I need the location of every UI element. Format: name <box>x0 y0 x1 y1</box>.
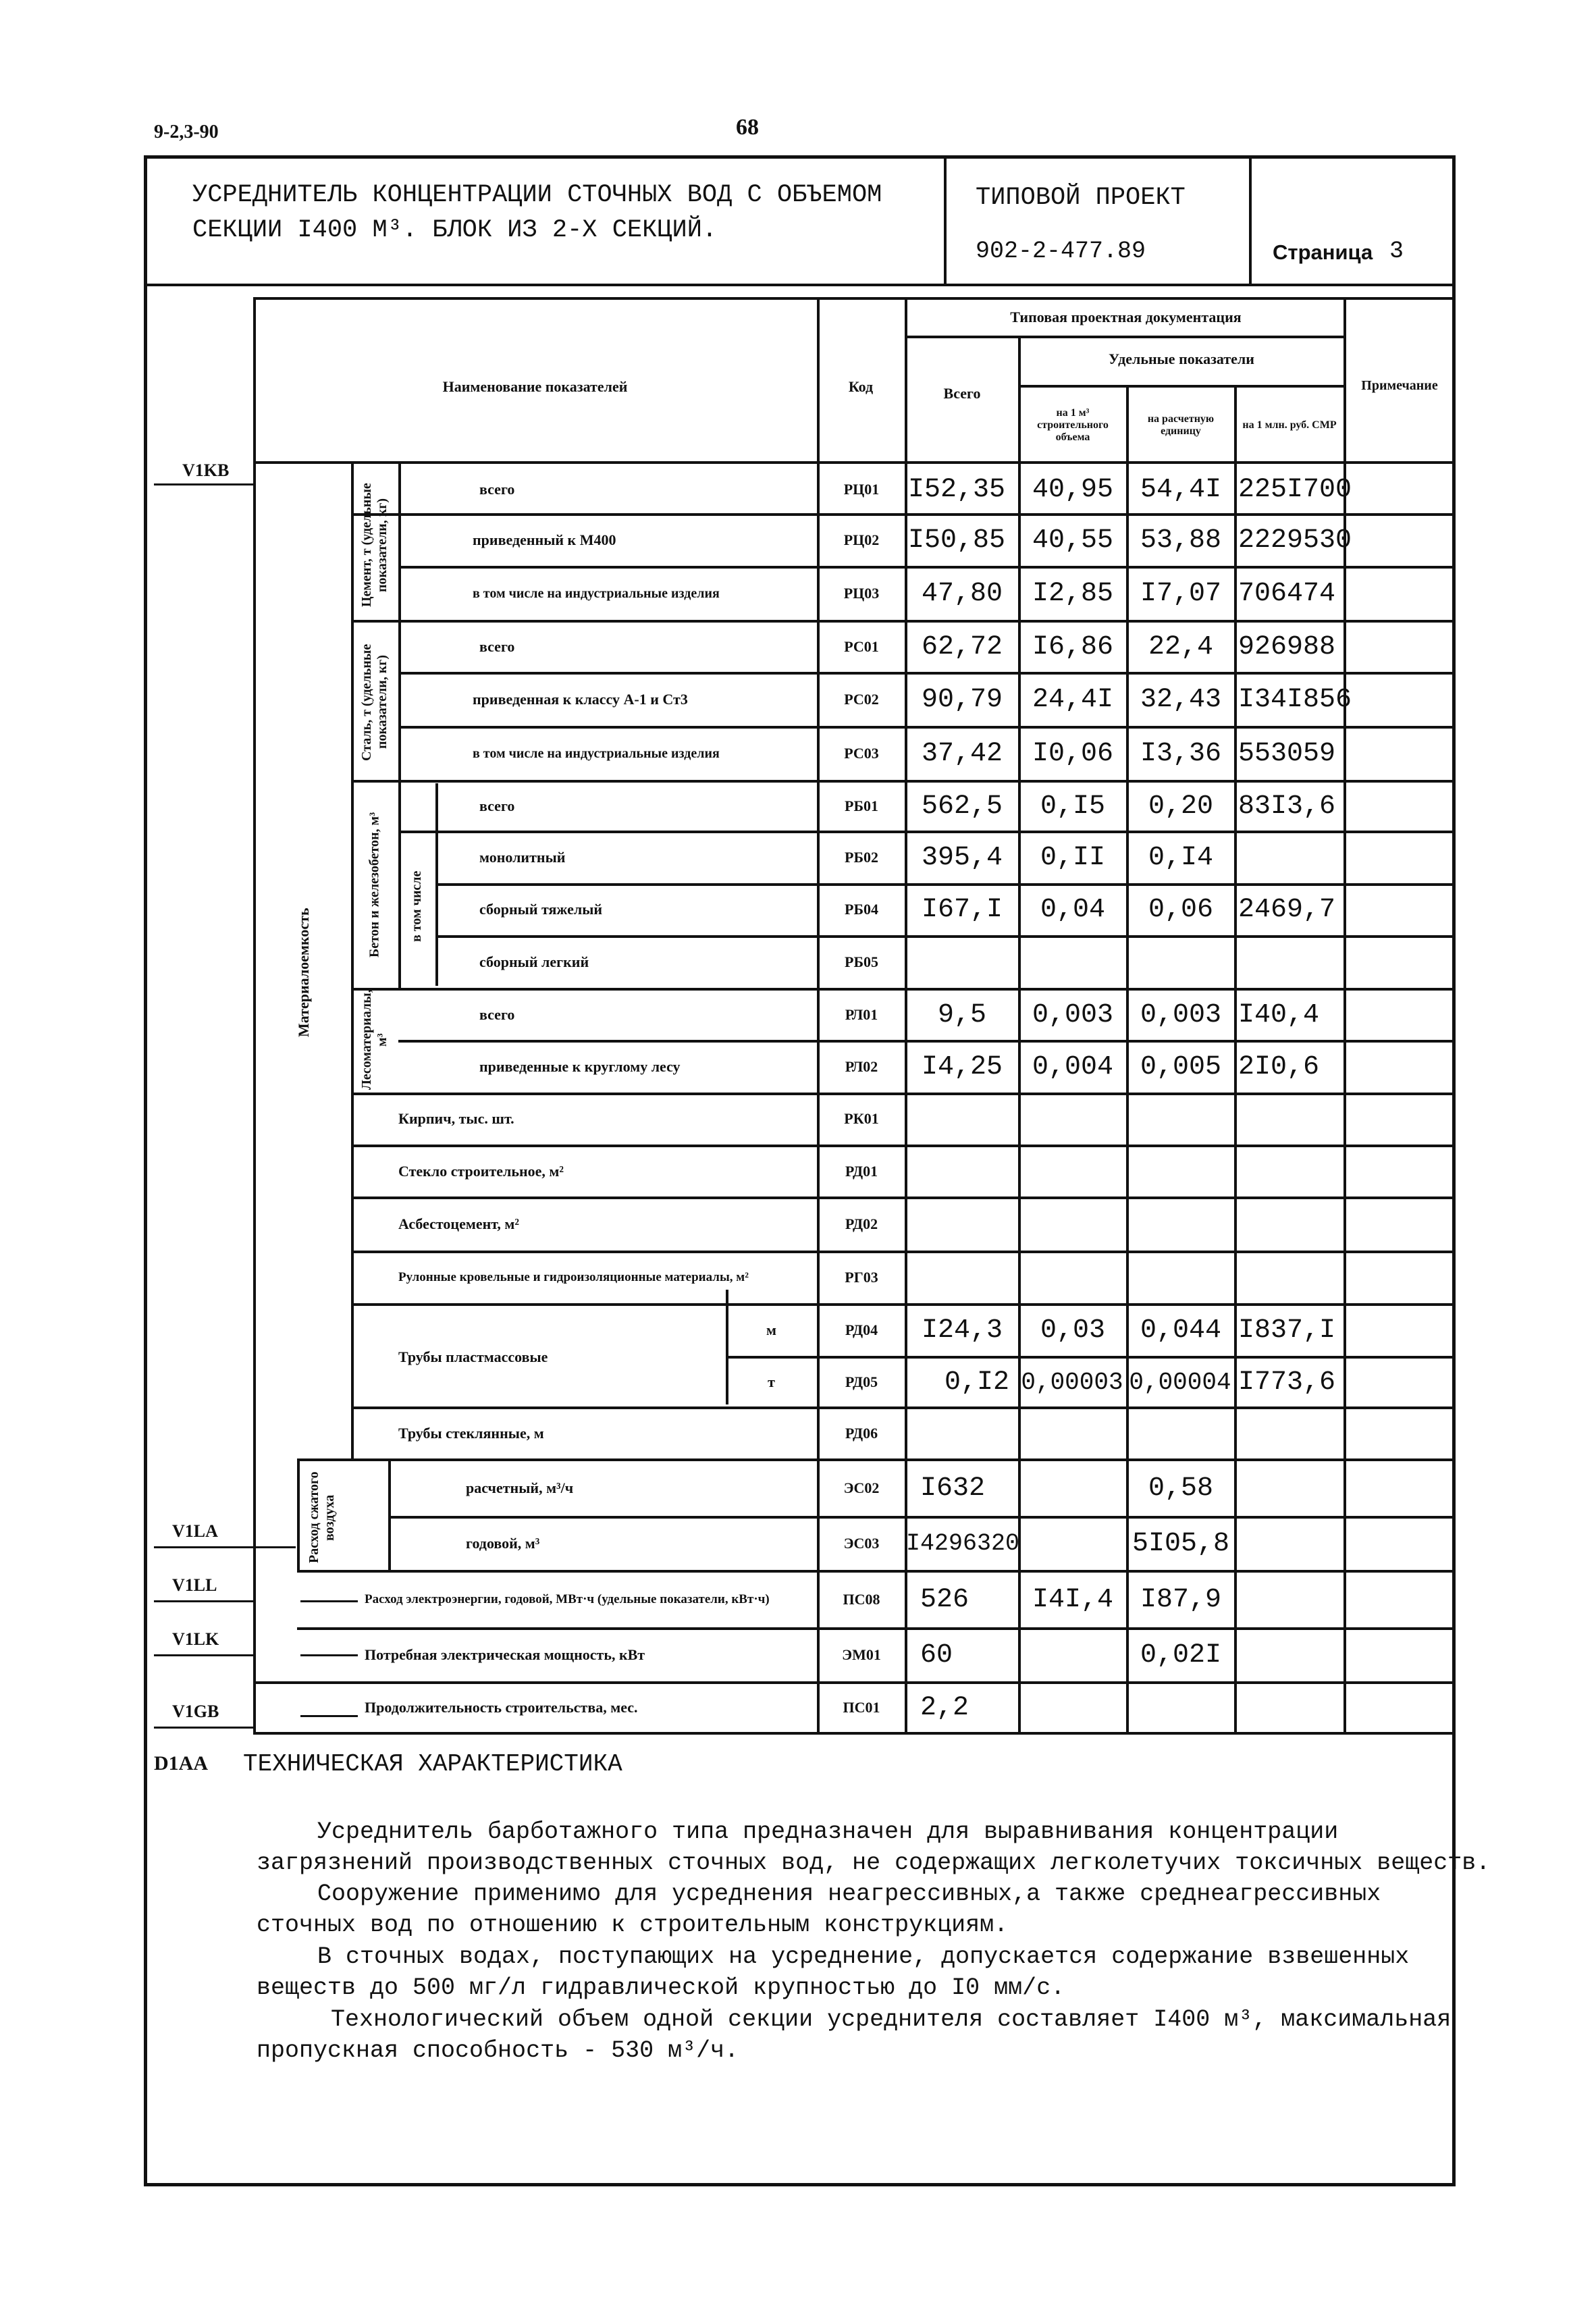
paragraph-line: Технологический объем одной секции усреднителя составляет I400 м³, максимальная <box>331 2006 1452 2033</box>
row-total: 395,4 <box>921 842 1003 873</box>
paragraph-line: Сооружение применимо для усреднения неагрессивных,а также среднеагрессивных <box>317 1881 1381 1908</box>
group-border-left <box>351 461 354 1461</box>
row-name: сборный легкий <box>479 953 589 970</box>
row-per-m3: 0,II <box>1040 842 1105 873</box>
row-total: I52,35 <box>908 474 1006 505</box>
group-border-mid <box>398 461 401 988</box>
marker-gb-line <box>154 1727 255 1729</box>
row-name: в том числе на индустриальные изделия <box>473 585 720 601</box>
row-name: годовой, м³ <box>466 1535 540 1552</box>
header-per-mln: на 1 млн. руб. СМР <box>1242 419 1337 431</box>
row-per-m3 <box>1021 1519 1125 1568</box>
row-per-m3: I4I,4 <box>1032 1584 1114 1615</box>
doc-title-line2: СЕКЦИИ I400 М³. БЛОК ИЗ 2-Х СЕКЦИЙ. <box>192 216 718 244</box>
marker-la-line <box>154 1546 255 1548</box>
row-per-unit: 0,06 <box>1148 894 1213 925</box>
marker-ll: V1LL <box>172 1575 217 1595</box>
row-code: РС01 <box>844 638 879 655</box>
row-name: Продолжительность строительства, мес. <box>365 1699 638 1716</box>
row-per-mln <box>1238 1462 1344 1515</box>
row-per-mln: 926988 <box>1238 631 1336 662</box>
row-total: 9,5 <box>937 999 986 1030</box>
row-name: м <box>766 1321 776 1338</box>
row-per-m3: 0,004 <box>1032 1051 1114 1082</box>
row-total <box>908 1095 1016 1142</box>
row-per-unit <box>1129 1410 1233 1457</box>
paragraph-line: пропускная способность - 530 м³/ч. <box>257 2037 739 2064</box>
row-name: приведенная к классу А-1 и Ст3 <box>473 691 688 708</box>
paragraph-line: сточных вод по отношению к строительным конструкциям. <box>257 1912 1009 1939</box>
row-name: Расход электроэнергии, годовой, МВт·ч (удельные показатели, кВт·ч) <box>365 1592 770 1606</box>
row-line <box>351 988 1455 991</box>
row-per-mln: I837,I <box>1238 1315 1336 1346</box>
group-concrete: Бетон и железобетон, м³ <box>367 812 382 957</box>
row-per-m3: 0,I5 <box>1040 791 1105 822</box>
row-per-unit: I7,07 <box>1140 578 1222 609</box>
title-block-divider <box>144 284 1456 286</box>
section-title: ТЕХНИЧЕСКАЯ ХАРАКТЕРИСТИКА <box>243 1750 622 1778</box>
row-per-unit: 0,02I <box>1140 1639 1222 1671</box>
row-total: I4,25 <box>921 1051 1003 1082</box>
row-code: РД04 <box>845 1321 878 1338</box>
row-line <box>398 566 1455 569</box>
row-code: РБ01 <box>845 797 878 814</box>
air-border-left <box>297 1458 300 1570</box>
row-per-mln <box>1238 1410 1344 1457</box>
row-line <box>297 1458 1455 1461</box>
row-line <box>435 935 1455 938</box>
row-per-mln <box>1238 939 1344 986</box>
project-number: 902-2-477.89 <box>976 238 1146 265</box>
row-name: Рулонные кровельные и гидроизоляционные материалы, м² <box>398 1270 749 1284</box>
row-per-mln <box>1238 1148 1344 1195</box>
table-bottom-border <box>253 1732 1455 1735</box>
row-per-unit: 0,58 <box>1148 1473 1213 1504</box>
air-border-right <box>388 1458 391 1570</box>
row-per-m3: I2,85 <box>1032 578 1114 609</box>
row-code: РС02 <box>844 691 879 708</box>
marker-ll-line <box>154 1600 255 1602</box>
row-per-mln: 706474 <box>1238 578 1336 609</box>
row-total: I50,85 <box>908 525 1006 556</box>
typical-docs-divider <box>905 336 1344 338</box>
row-per-mln: I773,6 <box>1238 1367 1336 1398</box>
row-per-m3: 0,003 <box>1032 999 1114 1030</box>
page-label: Страница <box>1273 240 1373 264</box>
header-name: Наименование показателей <box>442 378 628 395</box>
row-line <box>398 726 1455 729</box>
row-total <box>908 939 1016 986</box>
row-line <box>351 1145 1455 1147</box>
row-name: всего <box>479 481 515 498</box>
group-timber: Лесоматериалы, м³ <box>359 989 390 1090</box>
row-per-unit <box>1129 1254 1233 1301</box>
row-per-mln: 2469,7 <box>1238 894 1336 925</box>
header-note: Примечание <box>1361 378 1438 393</box>
row-per-m3 <box>1021 1200 1125 1248</box>
series-code: 9-2,3-90 <box>154 122 219 142</box>
marker-ll-arrow <box>300 1600 358 1602</box>
row-name: всего <box>479 638 515 655</box>
row-code: РД05 <box>845 1373 878 1390</box>
row-total: 47,80 <box>921 578 1003 609</box>
row-per-m3 <box>1021 1410 1125 1457</box>
row-code: РД02 <box>845 1215 878 1232</box>
row-line <box>297 1627 1455 1630</box>
row-per-m3: I0,06 <box>1032 738 1114 769</box>
row-total <box>908 1200 1016 1248</box>
title-block-vline-2 <box>1249 155 1252 284</box>
row-per-unit: 0,044 <box>1140 1315 1222 1346</box>
row-total: I67,I <box>921 894 1003 925</box>
paragraph-line: загрязнений производственных сточных вод, не содержащих легколетучих токсичных веществ. <box>257 1849 1491 1876</box>
row-total: 62,72 <box>921 631 1003 662</box>
row-per-unit <box>1129 1685 1233 1731</box>
row-code: РК01 <box>844 1110 879 1127</box>
row-code: РЛ01 <box>845 1006 878 1023</box>
header-code: Код <box>848 378 874 395</box>
row-per-m3 <box>1021 1462 1125 1515</box>
row-per-mln: I34I856 <box>1238 684 1352 715</box>
row-total: I632 <box>920 1473 986 1504</box>
header-typical-docs: Типовая проектная документация <box>1010 309 1242 325</box>
header-per-unit: на расчетную единицу <box>1147 413 1215 437</box>
row-line <box>351 1197 1455 1199</box>
row-per-unit: 0,003 <box>1140 999 1222 1030</box>
row-name: Кирпич, тыс. шт. <box>398 1110 514 1127</box>
row-line <box>253 1681 1455 1684</box>
row-per-m3 <box>1021 1095 1125 1142</box>
row-name: всего <box>479 797 515 814</box>
marker-gb-arrow <box>300 1715 358 1717</box>
row-total <box>908 1410 1016 1457</box>
marker-la-arrow <box>255 1546 296 1548</box>
row-code: РЦ03 <box>843 585 880 602</box>
paragraph-line: веществ до 500 мг/л гидравлической крупностью до I0 мм/с. <box>257 1974 1065 2001</box>
row-total: I24,3 <box>921 1315 1003 1346</box>
row-code: РГ03 <box>845 1269 878 1286</box>
row-code: РД06 <box>845 1425 878 1442</box>
group-materials: Материалоемкость <box>295 908 312 1037</box>
row-per-m3 <box>1021 1254 1125 1301</box>
row-per-m3 <box>1021 1148 1125 1195</box>
row-per-unit <box>1129 1200 1233 1248</box>
row-per-mln: I40,4 <box>1238 999 1320 1030</box>
row-code: РБ05 <box>845 953 878 970</box>
row-per-mln <box>1238 1254 1344 1301</box>
row-per-mln: 553059 <box>1238 738 1336 769</box>
row-per-mln: 83I3,6 <box>1238 791 1336 822</box>
row-per-unit <box>1129 939 1233 986</box>
row-per-m3: 0,00003 <box>1021 1368 1123 1396</box>
pipes-plastic-label: Трубы пластмассовые <box>398 1348 548 1365</box>
row-line <box>351 1251 1455 1253</box>
row-per-m3 <box>1021 939 1125 986</box>
row-per-m3 <box>1021 1685 1125 1731</box>
row-total: 0,I2 <box>944 1367 1009 1398</box>
title-block-vline-1 <box>944 155 947 284</box>
marker-lk-arrow <box>300 1654 358 1656</box>
row-name: всего <box>479 1006 515 1023</box>
row-per-unit: 0,I4 <box>1148 842 1213 873</box>
table-left-border <box>253 297 256 1732</box>
row-total: 562,5 <box>921 791 1003 822</box>
row-per-unit: 54,4I <box>1140 474 1222 505</box>
row-per-unit: 32,43 <box>1140 684 1222 715</box>
paragraph-line: В сточных водах, поступающих на усреднение, допускается содержание взвешенных <box>317 1943 1410 1970</box>
row-total: 2,2 <box>920 1692 969 1723</box>
row-total <box>908 1254 1016 1301</box>
row-line <box>351 1303 1455 1306</box>
page-value: 3 <box>1389 238 1404 265</box>
row-line <box>388 1516 1455 1519</box>
header-per-m3: на 1 м³ строительного объема <box>1037 407 1109 443</box>
page-number: 68 <box>736 115 759 140</box>
row-code: ЭС02 <box>843 1479 880 1496</box>
row-per-mln <box>1238 1519 1344 1568</box>
row-code: ЭС03 <box>843 1535 880 1552</box>
row-per-m3: 40,95 <box>1032 474 1114 505</box>
row-per-mln: 2I0,6 <box>1238 1051 1320 1082</box>
row-line <box>351 1406 1455 1409</box>
row-per-mln <box>1238 834 1344 881</box>
group-air: Расход сжатого воздуха <box>307 1471 337 1564</box>
row-code: РД01 <box>845 1163 878 1180</box>
unit-col-right <box>1234 385 1237 1732</box>
row-name: Потребная электрическая мощность, кВт <box>365 1646 645 1663</box>
specific-divider <box>1018 385 1344 388</box>
row-total: 37,42 <box>921 738 1003 769</box>
row-per-unit: I3,36 <box>1140 738 1222 769</box>
row-name: сборный тяжелый <box>479 901 603 918</box>
row-per-unit <box>1129 1095 1233 1142</box>
row-line <box>398 672 1455 675</box>
row-code: РЦ02 <box>843 531 880 548</box>
row-code: РЛ02 <box>845 1058 878 1075</box>
table-top-border <box>253 297 1455 300</box>
header-bottom-border <box>253 461 1455 464</box>
row-total: 526 <box>920 1584 969 1615</box>
row-per-unit: 5I05,8 <box>1132 1528 1230 1559</box>
row-name: приведенные к круглому лесу <box>479 1058 681 1075</box>
row-name: Стекло строительное, м² <box>398 1163 564 1180</box>
row-per-m3: 40,55 <box>1032 525 1114 556</box>
row-name: Трубы стеклянные, м <box>398 1425 544 1442</box>
row-per-unit: 53,88 <box>1140 525 1222 556</box>
row-total: 60 <box>920 1639 953 1671</box>
row-per-m3: 0,04 <box>1040 894 1105 925</box>
row-total: 90,79 <box>921 684 1003 715</box>
header-specific: Удельные показатели <box>1109 350 1254 367</box>
row-name: Асбестоцемент, м² <box>398 1215 519 1232</box>
row-per-mln: 225I700 <box>1238 474 1352 505</box>
group-cement: Цемент, т (удельные показатели, кг) <box>359 483 390 608</box>
row-per-unit: I87,9 <box>1140 1584 1222 1615</box>
row-name: приведенный к М400 <box>473 531 616 548</box>
paragraph-line: Усреднитель барботажного типа предназначен для выравнивания концентрации <box>317 1818 1339 1845</box>
header-total: Всего <box>943 385 981 402</box>
marker-lk: V1LK <box>172 1629 219 1649</box>
row-per-m3: 0,03 <box>1040 1315 1105 1346</box>
row-per-m3 <box>1021 1631 1125 1679</box>
row-total: I4296320 <box>906 1530 1020 1557</box>
marker-kb: V1KB <box>182 461 230 480</box>
doc-title-line1: УСРЕДНИТЕЛЬ КОНЦЕНТРАЦИИ СТОЧНЫХ ВОД С ОБЪЕМОМ <box>192 181 882 209</box>
marker-aa: D1AA <box>154 1752 208 1774</box>
row-code: ПС08 <box>843 1591 880 1608</box>
row-line <box>398 831 1455 833</box>
row-per-unit: 0,20 <box>1148 791 1213 822</box>
row-name: т <box>768 1373 775 1390</box>
marker-kb-line <box>154 483 255 485</box>
row-name: в том числе на индустриальные изделия <box>473 745 720 761</box>
row-per-mln <box>1238 1095 1344 1142</box>
row-code: РБ04 <box>845 901 878 918</box>
row-line <box>351 780 1455 783</box>
row-per-mln <box>1238 1573 1344 1626</box>
marker-lk-line <box>154 1654 255 1656</box>
row-per-unit: 22,4 <box>1148 631 1213 662</box>
project-label: ТИПОВОЙ ПРОЕКТ <box>976 184 1186 212</box>
row-per-mln: 2229530 <box>1238 525 1352 556</box>
group-incl: в том числе <box>409 870 424 943</box>
row-code: РС03 <box>844 745 879 762</box>
row-per-unit: 0,00004 <box>1129 1368 1231 1396</box>
row-per-m3: I6,86 <box>1032 631 1114 662</box>
row-per-unit: 0,005 <box>1140 1051 1222 1082</box>
row-per-mln <box>1238 1200 1344 1248</box>
row-per-mln <box>1238 1631 1344 1679</box>
row-code: ПС01 <box>843 1699 880 1716</box>
row-line <box>398 1040 1455 1043</box>
row-total <box>908 1148 1016 1195</box>
row-code: ЭМ01 <box>842 1646 881 1663</box>
group-steel: Сталь, т (удельные показатели, кг) <box>359 643 390 761</box>
row-name: расчетный, м³/ч <box>466 1479 574 1496</box>
row-code: РЦ01 <box>843 481 880 498</box>
row-per-m3: 24,4I <box>1032 684 1114 715</box>
row-line <box>351 513 1455 516</box>
row-per-unit <box>1129 1148 1233 1195</box>
marker-la: V1LA <box>172 1521 218 1541</box>
marker-gb: V1GB <box>172 1702 219 1721</box>
row-line <box>297 1570 1455 1573</box>
row-per-mln <box>1238 1685 1344 1731</box>
row-name: монолитный <box>479 849 566 866</box>
pipes-unit-divider <box>726 1290 728 1404</box>
row-code: РБ02 <box>845 849 878 866</box>
